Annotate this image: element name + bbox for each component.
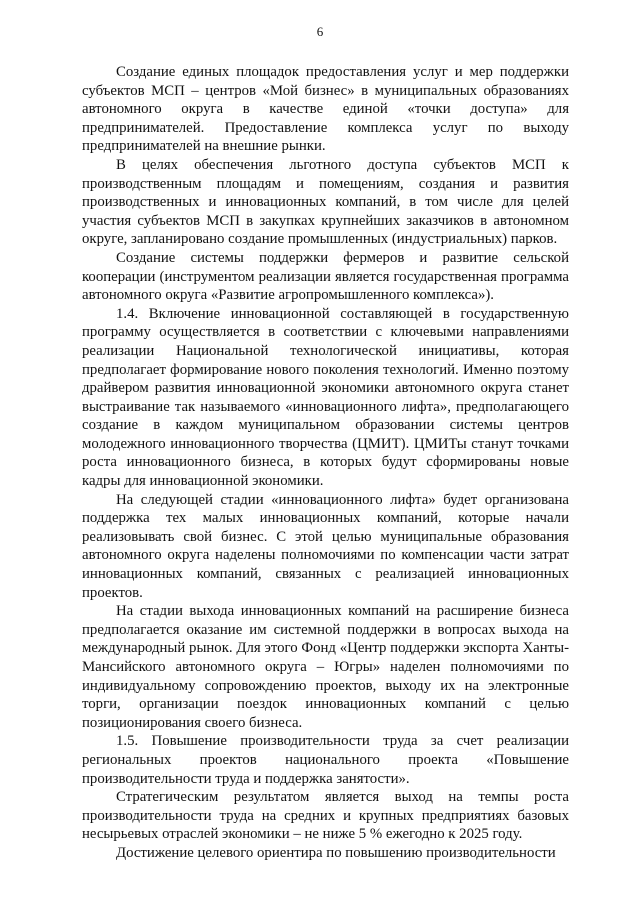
document-body [82,63,569,863]
paragraph-strategic-result: Стратегическим результатом является выход на темпы роста производительности труда на средних и крупных предприятиях базовых несырьевых отраслей экономики – не ниже 5 % ежегодно к 2025 году. [82,789,569,843]
paragraph-target-achievement: Достижение целевого ориентира по повышению производительности [116,844,556,861]
paragraph-productivity-1-5: 1.5. Повышение производительности труда за счет реализации региональных проектов национального проекта «Повышение производительности труда и поддержка занятости». [82,733,569,787]
page-number: 6 [316,24,324,39]
paragraph-industrial-parks: В целях обеспечения льготного доступа субъектов МСП к производственным площадям и помещениям, создания и развития производственных и инновационных компаний, в том числе для целей участия субъектов МСП в закупках крупнейших заказчиков в автономном округе, запланировано создание промышленных (индустриальных) парков. [82,156,569,248]
paragraph-msp-centers: Создание единых площадок предоставления услуг и мер поддержки субъектов МСП – центров «Мой бизнес» в муниципальных образованиях автономного округа в качестве единой «точки доступа» для предпринимателей. Предоставление комплекса услуг по выходу предпринимателей на внешние рынки. [82,64,569,155]
paragraph-export-support: На стадии выхода инновационных компаний на расширение бизнеса предполагается оказание им системной поддержки в вопросах выхода на международный рынок. Для этого Фонд «Центр поддержки экспорта Ханты-Мансийского автономного округа – Югры» наделен полномочиями по индивидуальному сопровождению проектов, выходу их на электронные торги, организации поездок инновационных компаний с целью позиционирования своего бизнеса. [82,603,569,731]
paragraph-farmers-support: Создание системы поддержки фермеров и развитие сельской кооперации (инструментом реализации является государственная программа автономного округа «Развитие агропромышленного комплекса»). [82,249,569,304]
paragraph-innovation-lift: На следующей стадии «инновационного лифта» будет организована поддержка тех малых инновационных компаний, которые начали реализовывать свой бизнес. С этой целью муниципальные образования автономного округа наделены полномочиями по компенсации части затрат инновационных компаний, связанных с реализацией инновационных проектов. [82,491,569,601]
paragraph-innovation-1-4: 1.4. Включение инновационной составляющей в государственную программу осуществляется в соответствии с ключевыми направлениями реализации Национальной технологической инициативы, которая предполагает формирование нового поколения технологий. Именно поэтому драйвером развития инновационной экономики автономного округа станет выстраивание так называемого «инновационного лифта», предполагающего создание в каждом муниципальном образовании системы центров молодежного инновационного творчества (ЦМИТ). ЦМИТы станут точками роста инновационного бизнеса, в которых будут сформированы новые кадры для инновационной экономики. [82,305,569,490]
